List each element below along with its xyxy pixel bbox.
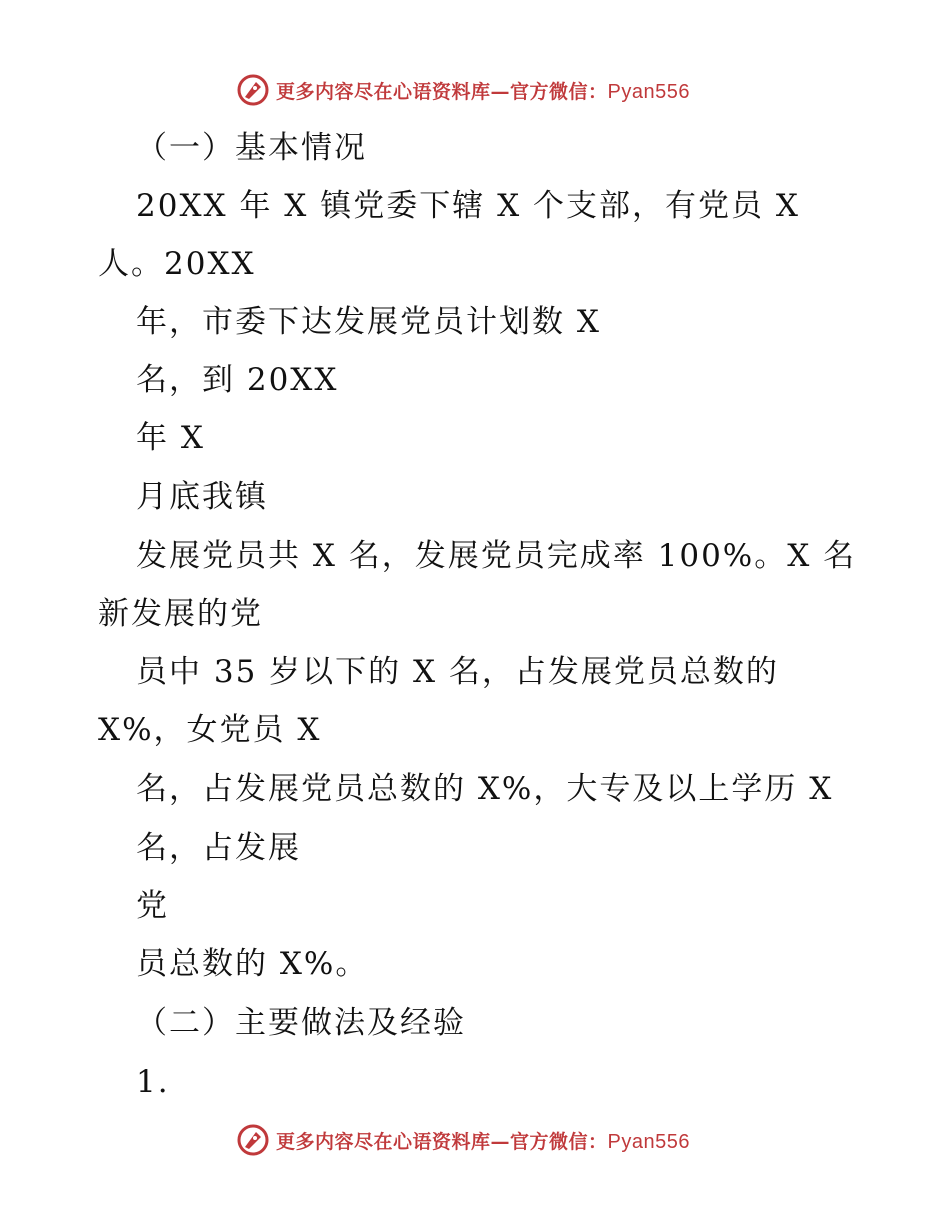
banner-main: 更多内容尽在心语资料库—官方微信： bbox=[276, 1130, 608, 1153]
paragraph-line: 名，占发展党员总数的 X%，大专及以上学历 X bbox=[136, 771, 834, 807]
paragraph-line: X%，女党员 X bbox=[98, 712, 322, 748]
paragraph-line: 名，到 20XX bbox=[136, 362, 339, 398]
paragraph-line: 月底我镇 bbox=[136, 479, 268, 515]
paragraph-line: 新发展的党 bbox=[98, 596, 263, 632]
paragraph-line: 人。20XX bbox=[98, 246, 256, 282]
paragraph-line: 名，占发展 bbox=[136, 830, 301, 866]
list-number: 1. bbox=[136, 1064, 170, 1100]
section-heading-1: （一）基本情况 bbox=[136, 130, 367, 166]
banner-handle: Pyan556 bbox=[607, 1130, 690, 1153]
banner-handle: Pyan556 bbox=[607, 80, 690, 103]
paragraph-line: 员中 35 岁以下的 X 名，占发展党员总数的 bbox=[136, 654, 779, 690]
paragraph-line: 年 X bbox=[136, 420, 205, 456]
section-heading-2: （二）主要做法及经验 bbox=[136, 1005, 466, 1041]
footer-banner bbox=[236, 1122, 690, 1158]
banner-main: 更多内容尽在心语资料库—官方微信： bbox=[276, 80, 608, 103]
pen-nib-icon bbox=[236, 73, 270, 107]
paragraph-line: 发展党员共 X 名，发展党员完成率 100%。X 名 bbox=[136, 538, 857, 574]
header-banner bbox=[236, 72, 690, 108]
paragraph-line: 年，市委下达发展党员计划数 X bbox=[136, 304, 601, 340]
banner-text bbox=[276, 77, 690, 104]
banner-text bbox=[276, 1127, 690, 1154]
pen-nib-icon bbox=[236, 1123, 270, 1157]
paragraph-line: 20XX 年 X 镇党委下辖 X 个支部，有党员 X bbox=[136, 188, 800, 224]
paragraph-line: 党 bbox=[136, 888, 169, 924]
paragraph-line: 员总数的 X%。 bbox=[136, 946, 369, 982]
